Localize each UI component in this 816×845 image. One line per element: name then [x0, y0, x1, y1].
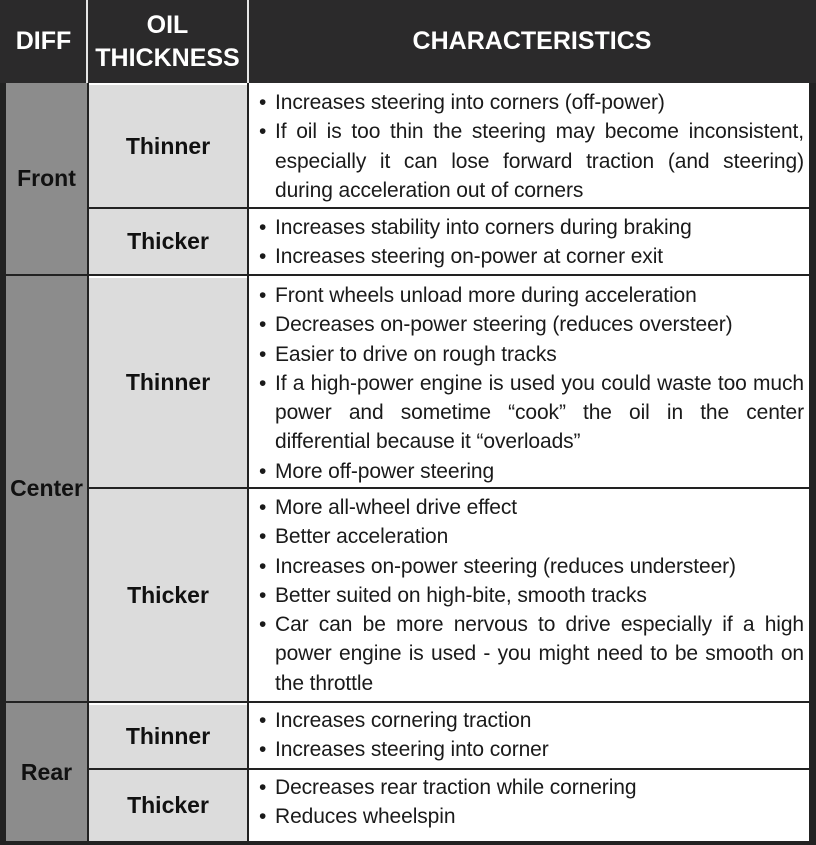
- list-item: • Increases steering on-power at corner exit: [258, 242, 804, 271]
- diff-cell-front: [6, 83, 87, 274]
- thickness-cell-center-thicker: [89, 489, 247, 701]
- header-characteristics: [248, 0, 816, 83]
- thickness-cell-rear-thinner: [89, 705, 247, 768]
- column-divider: [87, 83, 89, 845]
- thickness-cell-center-thinner: [89, 278, 247, 487]
- header-oil-label: OIL: [146, 10, 189, 39]
- list-item: • Car can be more nervous to drive especially if a high power engine is used - you might need to be smooth on the throttle: [258, 610, 804, 698]
- header-thickness-label: THICKNESS: [95, 43, 240, 72]
- list-item: • Increases cornering traction: [258, 706, 804, 735]
- thickness-label: Thinner: [125, 369, 211, 395]
- header-oil-thickness: [87, 0, 248, 83]
- list-item: • More off-power steering: [258, 457, 804, 486]
- row-divider: [87, 487, 816, 489]
- characteristics-list-center-thicker: [258, 493, 804, 698]
- diff-label-rear: Rear: [20, 758, 73, 785]
- list-item: • Decreases rear traction while cornering: [258, 773, 804, 802]
- characteristics-list-front-thicker: [258, 213, 804, 272]
- list-item: • Better acceleration: [258, 522, 804, 551]
- list-item: • Front wheels unload more during acceleration: [258, 281, 804, 310]
- thickness-label: Thicker: [127, 792, 209, 818]
- list-item: • Increases steering into corner: [258, 735, 804, 764]
- diff-label-center: Center: [10, 475, 83, 501]
- diff-cell-center: [6, 276, 87, 701]
- characteristics-list-rear-thicker: [258, 773, 804, 832]
- thickness-label: Thinner: [125, 132, 211, 159]
- list-item: • Reduces wheelspin: [258, 802, 804, 831]
- thickness-label: Thinner: [125, 723, 211, 749]
- thickness-cell-front-thicker: [89, 209, 247, 274]
- thickness-cell-front-thinner: [89, 85, 247, 207]
- characteristics-list-front-thinner: [258, 88, 804, 205]
- thickness-label: Thicker: [127, 581, 209, 608]
- diff-label-front: Front: [17, 165, 76, 191]
- characteristics-list-center-thinner: [258, 281, 804, 486]
- section-divider: [0, 701, 816, 703]
- table-border-right: [809, 83, 816, 845]
- header-diff: [0, 0, 87, 83]
- characteristics-list-rear-thinner: [258, 706, 804, 765]
- row-divider: [87, 207, 816, 209]
- table-border-bottom: [0, 841, 816, 845]
- list-item: • Decreases on-power steering (reduces oversteer): [258, 310, 804, 339]
- list-item: • Increases stability into corners during braking: [258, 213, 804, 242]
- column-divider: [247, 83, 249, 845]
- list-item: • Better suited on high-bite, smooth tracks: [258, 581, 804, 610]
- list-item: • If oil is too thin the steering may become inconsistent, especially it can lose forward traction (and steering) during acceleration out of corners: [258, 117, 804, 205]
- header-divider: [247, 0, 249, 83]
- table-border-left: [0, 83, 6, 845]
- list-item: • More all-wheel drive effect: [258, 493, 804, 522]
- list-item: • Easier to drive on rough tracks: [258, 340, 804, 369]
- thickness-cell-rear-thicker: [89, 770, 247, 841]
- thickness-label: Thicker: [127, 228, 209, 254]
- list-item: • Increases steering into corners (off-power): [258, 88, 804, 117]
- list-item: • Increases on-power steering (reduces understeer): [258, 552, 804, 581]
- header-diff-label: DIFF: [15, 27, 72, 55]
- row-divider: [87, 768, 816, 770]
- list-item: • If a high-power engine is used you could waste too much power and sometime “cook” the oil in the center differential because it “overloads”: [258, 369, 804, 457]
- header-characteristics-label: CHARACTERISTICS: [412, 27, 652, 55]
- section-divider: [0, 274, 816, 276]
- diff-cell-rear: [6, 703, 87, 841]
- header-divider: [86, 0, 88, 83]
